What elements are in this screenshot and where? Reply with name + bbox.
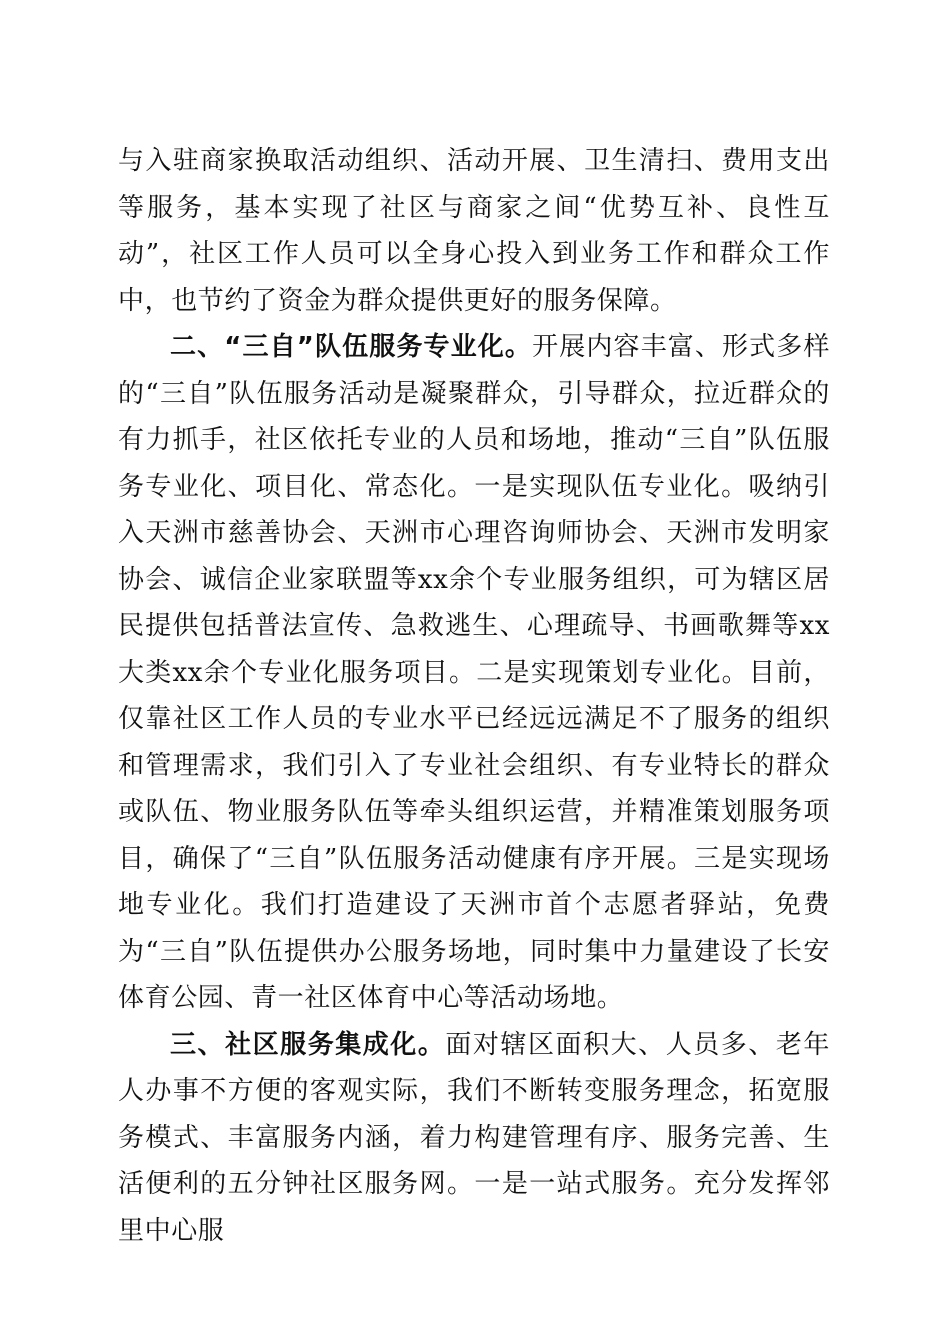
paragraph-section-three bbox=[118, 1022, 830, 1255]
paragraph-text: 与入驻商家换取活动组织、活动开展、卫生清扫、费用支出等服务，基本实现了社区与商家之间“优势互补、良性互动”，社区工作人员可以全身心投入到业务工作和群众工作中，也节约了资金为群众提供更好的服务保障。 bbox=[118, 146, 830, 316]
paragraph-text: 开展内容丰富、形式多样的“三自”队伍服务活动是凝聚群众，引导群众，拉近群众的有力抓手，社区依托专业的人员和场地，推动“三自”队伍服务专业化、项目化、常态化。一是实现队伍专业化。吸纳引入天洲市慈善协会、天洲市心理咨询师协会、天洲市发明家协会、诚信企业家联盟等xx余个专业服务组织，可为辖区居民提供包括普法宣传、急救逃生、心理疏导、书画歌舞等xx大类xx余个专业化服务项目。二是实现策划专业化。目前，仅靠社区工作人员的专业水平已经远远满足不了服务的组织和管理需求，我们引入了专业社会组织、有专业特长的群众或队伍、物业服务队伍等牵头组织运营，并精准策划服务项目，确保了“三自”队伍服务活动健康有序开展。三是实现场地专业化。我们打造建设了天洲市首个志愿者驿站，免费为“三自”队伍提供办公服务场地，同时集中力量建设了长安体育公园、青一社区体育中心等活动场地。 bbox=[118, 332, 831, 1013]
section-heading: 三、社区服务集成化。 bbox=[170, 1029, 446, 1060]
paragraph-section-two bbox=[118, 324, 830, 1022]
document-body bbox=[118, 138, 830, 1254]
section-heading: 二、“三自”队伍服务专业化。 bbox=[170, 332, 533, 362]
paragraph-text: 面对辖区面积大、人员多、老年人办事不方便的客观实际，我们不断转变服务理念，拓宽服务模式、丰富服务内涵，着力构建管理有序、服务完善、生活便利的五分钟社区服务网。一是一站式服务。充分发挥邻里中心服 bbox=[118, 1029, 830, 1246]
paragraph-continuation bbox=[118, 138, 830, 324]
